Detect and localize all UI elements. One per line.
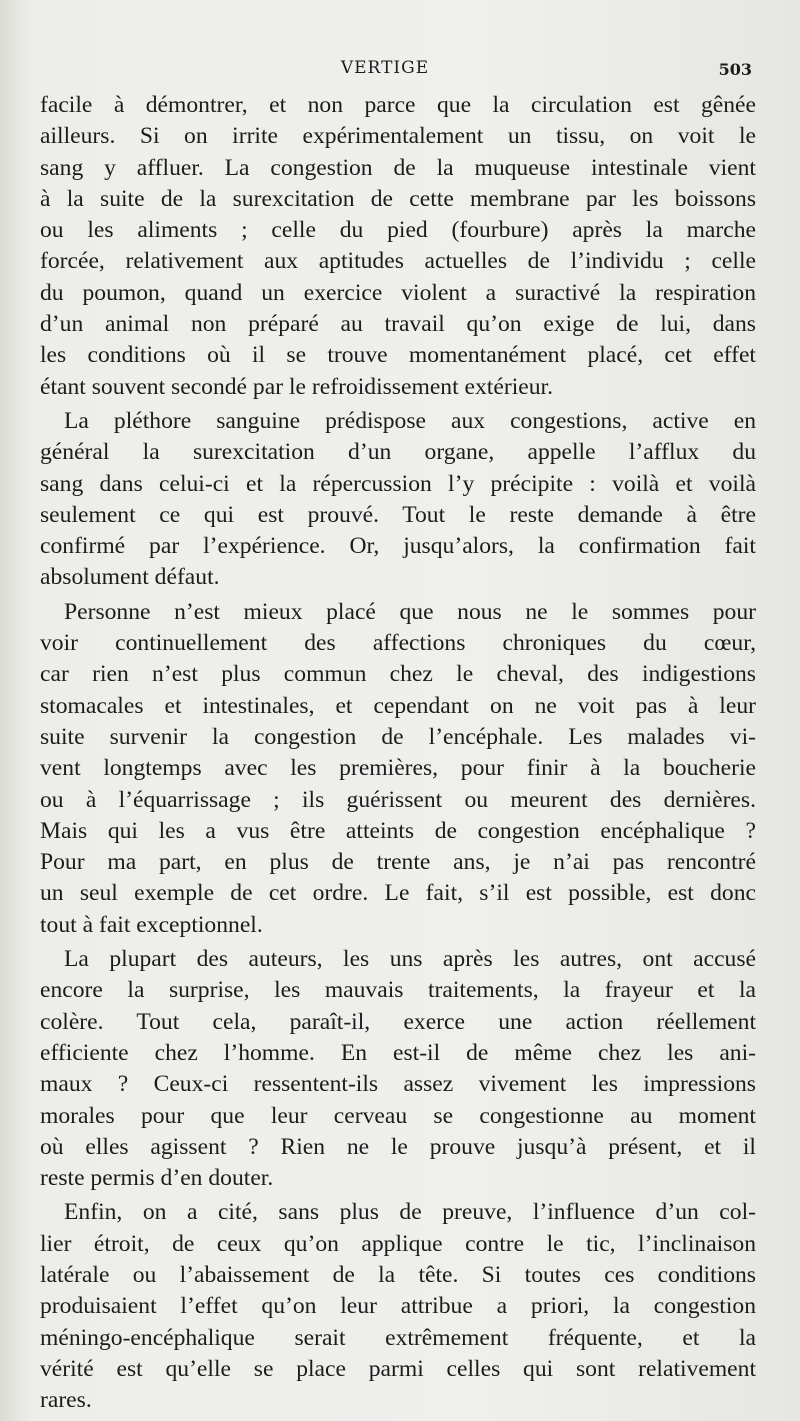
text-line: car rien n’est plus commun chez le cheval, des indigestions <box>40 661 756 688</box>
text-line: stomacales et intestinales, et cependant on ne voit pas à leur <box>40 692 756 719</box>
text-line: reste permis d’en douter. <box>40 1165 274 1192</box>
text-line: La plupart des auteurs, les uns après les autres, ont accusé <box>64 946 756 973</box>
text-line: général la surexcitation d’un organe, appelle l’afflux du <box>40 439 756 466</box>
paragraph <box>40 944 756 1194</box>
text-line: d’un animal non préparé au travail qu’on exige de lui, dans <box>40 311 756 338</box>
text-line: ou les aliments ; celle du pied (fourbure) après la marche <box>40 217 756 244</box>
running-head <box>40 58 760 82</box>
text-line: Enfin, on a cité, sans plus de preuve, l’influence d’un col- <box>64 1199 756 1226</box>
text-line: vent longtemps avec les premières, pour finir à la boucherie <box>40 755 756 782</box>
text-line: sang y affluer. La congestion de la muqueuse intestinale vient <box>40 154 756 181</box>
page-number: 503 <box>718 60 752 79</box>
text-line: confirmé par l’expérience. Or, jusqu’alors, la confirmation fait <box>40 533 756 560</box>
text-line: tout à fait exceptionnel. <box>40 911 263 938</box>
text-line: les conditions où il se trouve momentanément placé, cet effet <box>40 342 756 369</box>
text-line: forcée, relativement aux aptitudes actuelles de l’individu ; celle <box>40 248 756 275</box>
paragraph <box>40 1197 756 1416</box>
text-line: facile à démontrer, et non parce que la circulation est gênée <box>40 92 756 118</box>
text-line: encore la surprise, les mauvais traitements, la frayeur et la <box>40 977 756 1004</box>
text-line: étant souvent secondé par le refroidissement extérieur. <box>40 373 553 400</box>
text-line: un seul exemple de cet ordre. Le fait, s’il est possible, est donc <box>40 880 756 907</box>
text-line: efficiente chez l’homme. En est-il de même chez les ani- <box>40 1039 756 1066</box>
text-line: morales pour que leur cerveau se congestionne au moment <box>40 1102 756 1129</box>
text-line: où elles agissent ? Rien ne le prouve jusqu’à présent, et il <box>40 1133 756 1160</box>
body-text <box>40 90 756 1416</box>
text-line: du poumon, quand un exercice violent a suractivé la respiration <box>40 279 756 306</box>
text-line: sang dans celui-ci et la répercussion l’y précipite : voilà et voilà <box>40 470 756 497</box>
text-line: suite survenir la congestion de l’encéphale. Les malades vi- <box>40 723 756 750</box>
text-line: Personne n’est mieux placé que nous ne le sommes pour <box>64 598 756 625</box>
text-line: voir continuellement des affections chroniques du cœur, <box>40 630 756 657</box>
paragraph <box>40 597 756 941</box>
running-title: VERTIGE <box>340 58 430 78</box>
text-line: maux ? Ceux-ci ressentent-ils assez vivement les impressions <box>40 1071 756 1098</box>
paragraph <box>40 406 756 594</box>
text-line: latérale ou l’abaissement de la tête. Si toutes ces conditions <box>40 1261 756 1288</box>
text-line: absolument défaut. <box>40 564 220 591</box>
text-line: ou à l’équarrissage ; ils guérissent ou meurent des dernières. <box>40 786 756 813</box>
text-line: produisaient l’effet qu’on leur attribue a priori, la congestion <box>40 1293 756 1320</box>
text-line: rares. <box>40 1387 92 1414</box>
text-line: vérité est qu’elle se place parmi celles qui sont relativement <box>40 1355 756 1382</box>
paragraph <box>40 90 756 403</box>
text-line: lier étroit, de ceux qu’on applique contre le tic, l’inclinaison <box>40 1230 756 1257</box>
text-line: seulement ce qui est prouvé. Tout le reste demande à être <box>40 501 756 528</box>
text-line: méningo-encéphalique serait extrêmement fréquente, et la <box>40 1324 756 1351</box>
text-line: colère. Tout cela, paraît-il, exerce une action réellement <box>40 1008 756 1035</box>
text-line: Mais qui les a vus être atteints de congestion encéphalique ? <box>40 817 756 844</box>
text-line: La pléthore sanguine prédispose aux congestions, active en <box>64 407 756 434</box>
text-line: ailleurs. Si on irrite expérimentalement un tissu, on voit le <box>40 123 756 150</box>
text-line: à la suite de la surexcitation de cette membrane par les boissons <box>40 185 756 212</box>
text-line: Pour ma part, en plus de trente ans, je n’ai pas rencontré <box>40 849 756 876</box>
